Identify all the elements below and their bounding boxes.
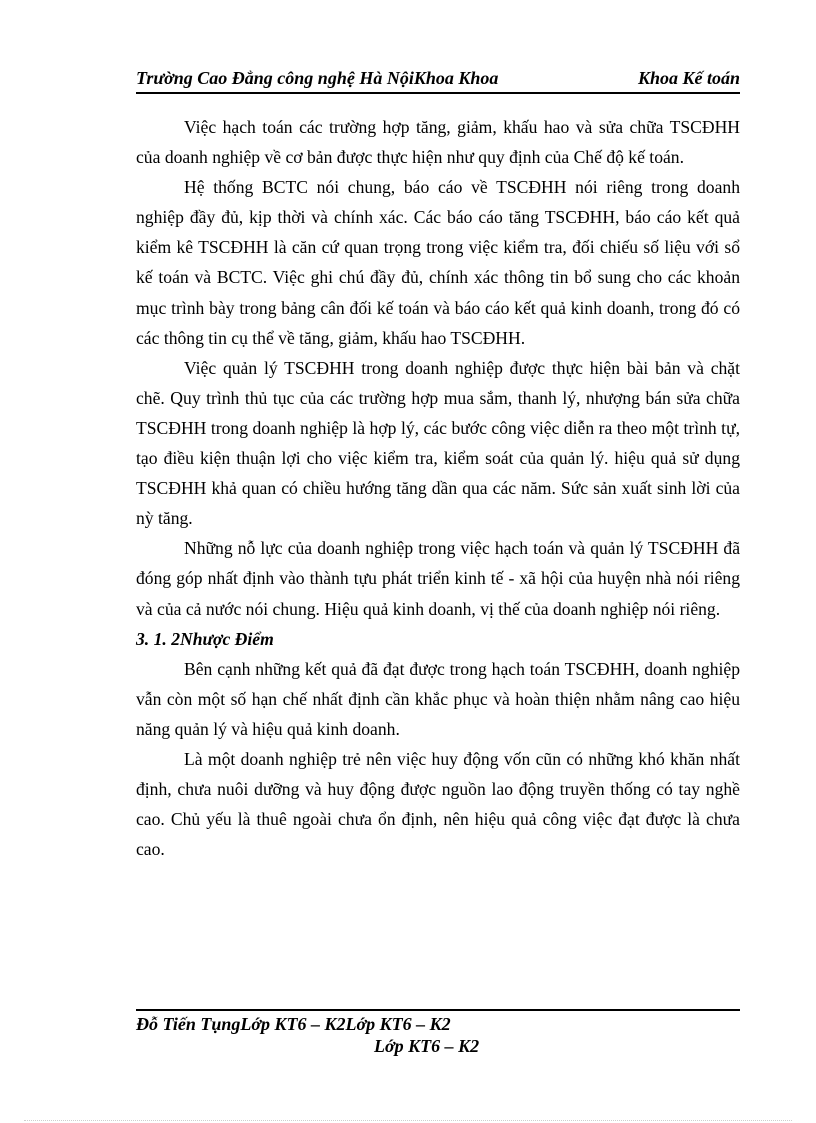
- paragraph-contributions: Những nỗ lực của doanh nghiệp trong việc hạch toán và quản lý TSCĐHH đã đóng góp nhất định vào thành tựu phát triển kinh tế - xã hội của huyện nhà nói riêng và của cả nước nói chung. Hiệu quả kinh doanh, vị thế của doanh nghiệp nói riêng.: [136, 538, 740, 619]
- page-footer: [136, 1013, 740, 1057]
- footer-author-class: Đỗ Tiến TụngLớp KT6 – K2Lớp KT6 – K2: [136, 1014, 451, 1034]
- footer-class-repeat: Lớp KT6 – K2: [374, 1036, 480, 1056]
- page-bottom-dotted-edge: [24, 1120, 792, 1121]
- paragraph-limitations: Bên cạnh những kết quả đã đạt được trong hạch toán TSCĐHH, doanh nghiệp vẫn còn một số hạn chế nhất định cần khắc phục và hoàn thiện nhằm nâng cao hiệu năng quản lý và hiệu quả kinh doanh.: [136, 658, 740, 739]
- paragraph-asset-management: Việc quản lý TSCĐHH trong doanh nghiệp được thực hiện bài bản và chặt chẽ. Quy trình thủ tục của các trường hợp mua sắm, thanh lý, nhượng bán sửa chữa TSCĐHH trong doanh nghiệp là hợp lý, các bước công việc diễn ra theo một trình tự, tạo điều kiện thuận lợi cho việc kiểm tra, kiểm soát của quản lý. hiệu quả sử dụng TSCĐHH khả quan có chiều hướng tăng dần qua các năm. Sức sản xuất sinh lời của nỳ tăng.: [136, 357, 740, 529]
- section-heading-weaknesses: 3. 1. 2Nhược Điểm: [136, 628, 274, 649]
- paragraph-capital-labor: Là một doanh nghiệp trẻ nên việc huy động vốn cũn có những khó khăn nhất định, chưa nuôi dưỡng và huy động được nguồn lao động truyền thống có tay nghề cao. Chủ yếu là thuê ngoài chưa ổn định, nên hiệu quả công việc đạt được là chưa cao.: [136, 748, 740, 860]
- page-body: [136, 112, 740, 864]
- page-header: [136, 66, 740, 94]
- paragraph-accounting-procedures: Việc hạch toán các trường hợp tăng, giảm, khấu hao và sửa chữa TSCĐHH của doanh nghiệp về cơ bản được thực hiện như quy định của Chế độ kế toán.: [136, 117, 740, 168]
- header-school-name: Trường Cao Đẳng công nghệ Hà NộiKhoa Khoa: [136, 68, 499, 88]
- header-department: Khoa Kế toán: [637, 68, 740, 88]
- footer-divider: [136, 1009, 740, 1011]
- paragraph-financial-reports: Hệ thống BCTC nói chung, báo cáo về TSCĐHH nói riêng trong doanh nghiệp đầy đủ, kịp thời và chính xác. Các báo cáo tăng TSCĐHH, báo cáo kết quả kiểm kê TSCĐHH là căn cứ quan trọng trong việc kiểm tra, đối chiếu số liệu với sổ kế toán và BCTC. Việc ghi chú đầy đủ, chính xác thông tin bổ sung cho các khoản mục trình bày trong bảng cân đối kế toán và báo cáo kết quả kinh doanh, trong đó có các thông tin cụ thể về tăng, giảm, khấu hao TSCĐHH.: [136, 177, 740, 348]
